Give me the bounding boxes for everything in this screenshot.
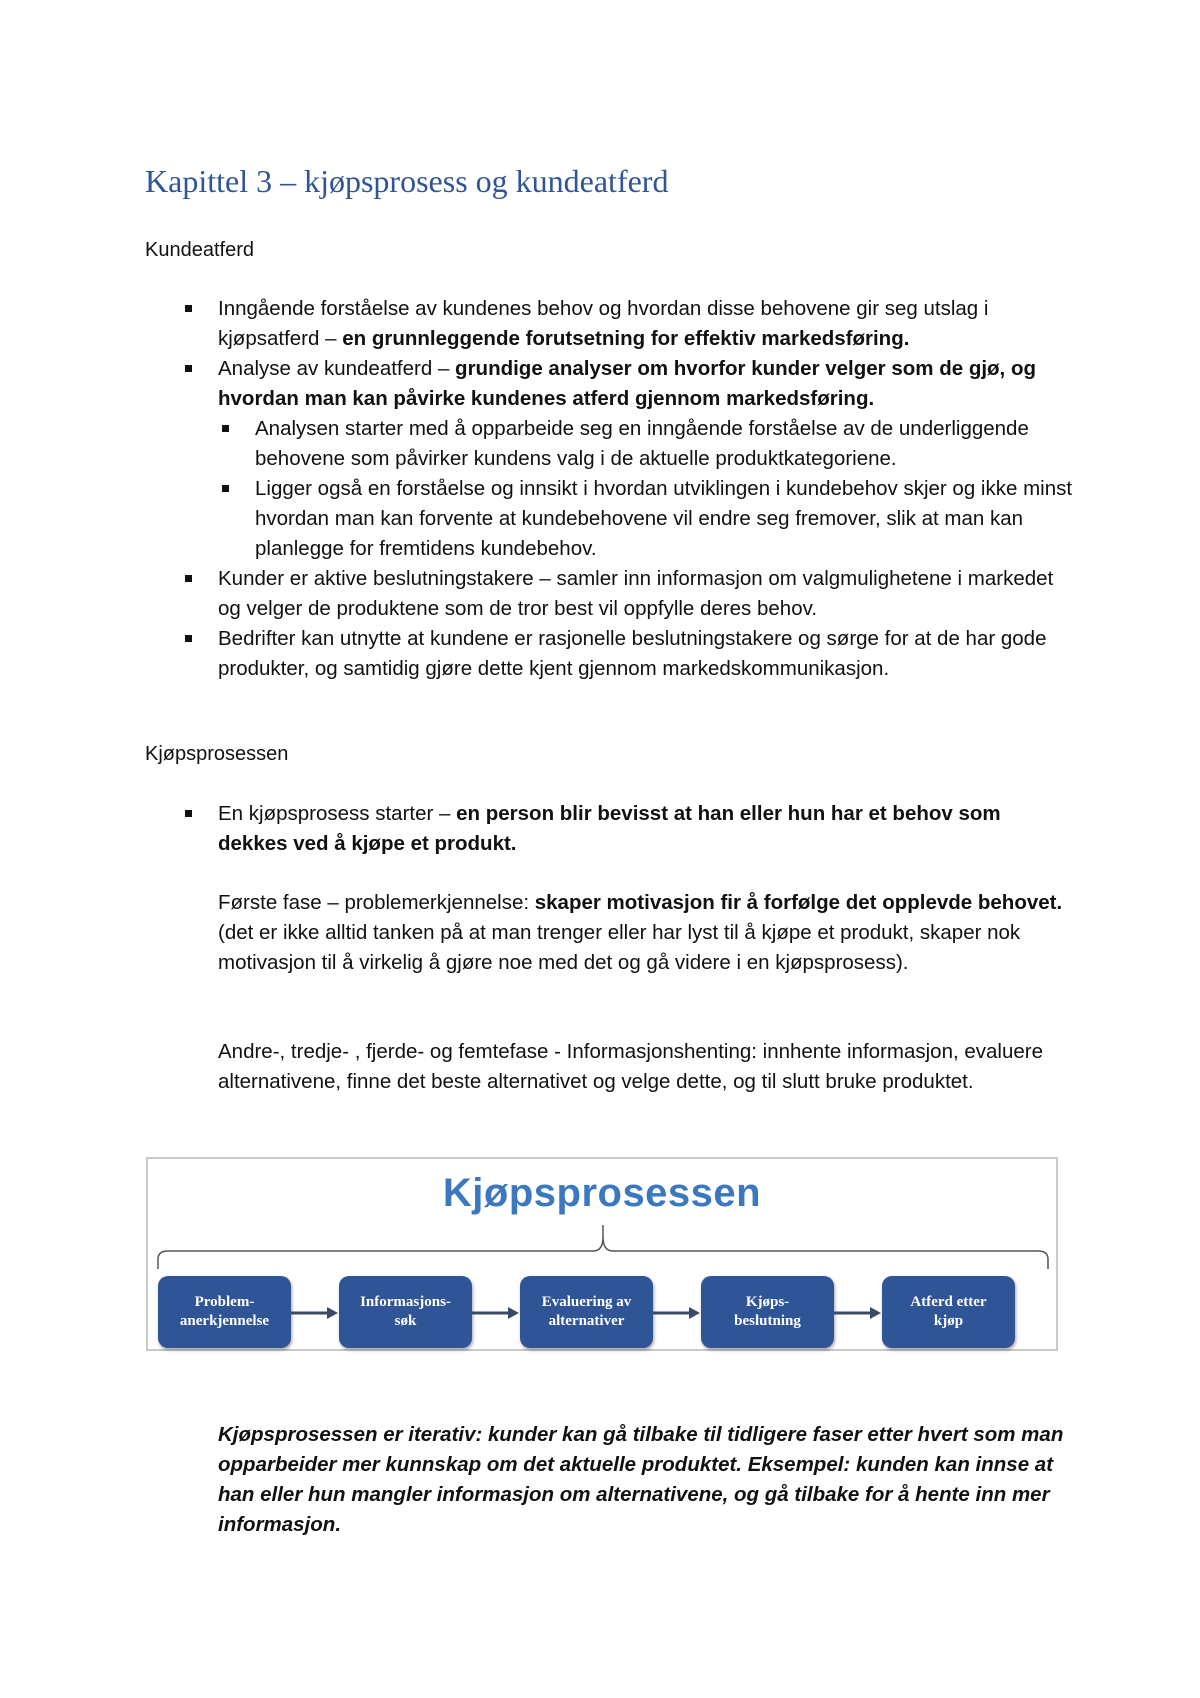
kjopsprosessen-list (145, 799, 1075, 859)
paragraph-text: (det er ikke alltid tanken på at man trenger eller har lyst til å kjøpe et produkt, skaper nok motivasjon til å virkelig å gjøre noe med det og gå videre i en kjøpsprosess). (218, 921, 1021, 974)
list-item-text: Kunder er aktive beslutningstakere – samler inn informasjon om valgmulighetene i markedet og velger de produktene som de tror best vil oppfylle deres behov. (218, 567, 1054, 620)
iterative-note: Kjøpsprosessen er iterativ: kunder kan gå tilbake til tidligere faser etter hvert som man opparbeider mer kunnskap om det aktuelle produktet. Eksempel: kunden kan innse at han eller hun mangler informasjon om alternativene, og gå tilbake for å hente inn mer informasjon. (218, 1423, 1064, 1536)
diagram-title: Kjøpsprosessen (442, 1171, 762, 1215)
list-item-text: Bedrifter kan utnytte at kundene er rasjonelle beslutningstakere og sørge for at de har gode produkter, og samtidig gjøre dette kjent gjennom markedskommunikasjon. (218, 627, 1047, 680)
kundeatferd-list (145, 294, 1075, 684)
arrow-right-icon (291, 1306, 339, 1320)
paragraph-forste-fase (218, 888, 1078, 978)
list-item (145, 624, 1075, 684)
list-item-bold-text: grundige analyser om hvorfor kunder velger som de gjø, og hvordan man kan påvirke kundenes atferd gjennom markedsføring. (218, 357, 1036, 410)
list-item-text: Ligger også en forståelse og innsikt i hvordan utviklingen i kundebehov skjer og ikke minst hvordan man kan forvente at kundebehovene vil endre seg fremover, slik at man kan planlegge for fremtidens kundebehov. (255, 477, 1073, 560)
paragraph-andre-fase: Andre-, tredje- , fjerde- og femtefase - Informasjonshenting: innhente informasjon, evaluere alternativene, finne det beste alternativet og velge dette, og til slutt bruke produktet. (218, 1040, 1043, 1093)
section-heading-kjopsprosessen: Kjøpsprosessen (145, 743, 289, 765)
list-item-text: Inngående forståelse av kundenes behov og hvordan disse behovene gir seg utslag i kjøpsatferd – (218, 297, 989, 350)
section-heading-kundeatferd: Kundeatferd (145, 239, 254, 261)
list-item-bold-text: en grunnleggende forutsetning for effektiv markedsføring. (342, 327, 910, 350)
paragraph-text: Første fase – problemerkjennelse: (218, 891, 535, 914)
bullet-icon (185, 305, 192, 312)
bullet-icon (185, 635, 192, 642)
step-informasjonssok: Informasjons- søk (339, 1276, 472, 1348)
bullet-icon (222, 485, 229, 492)
kjopsprosessen-diagram (146, 1157, 1058, 1351)
bullet-icon (185, 810, 192, 817)
list-item (145, 564, 1075, 624)
step-evaluering: Evaluering av alternativer (520, 1276, 653, 1348)
list-item-text: Analysen starter med å opparbeide seg en inngående forståelse av de underliggende behovene som påvirker kundens valg i de aktuelle produktkategoriene. (255, 417, 1029, 470)
brace-icon (156, 1221, 1050, 1271)
bullet-icon (222, 425, 229, 432)
list-item-text: En kjøpsprosess starter – (218, 802, 457, 825)
list-item-sub (145, 414, 1075, 474)
list-item-text: Analyse av kundeatferd – (218, 357, 456, 380)
bullet-icon (185, 365, 192, 372)
page-title: Kapittel 3 – kjøpsprosess og kundeatferd (145, 163, 669, 199)
bullet-icon (185, 575, 192, 582)
arrow-right-icon (834, 1306, 882, 1320)
list-item-bold-text: en person blir bevisst at han eller hun har et behov som dekkes ved å kjøpe et produkt. (218, 802, 1001, 855)
list-item (145, 294, 1075, 354)
paragraph-bold-text: skaper motivasjon fir å forfølge det opplevde behovet. (534, 891, 1063, 914)
step-problemerkjennelse: Problem- anerkjennelse (158, 1276, 291, 1348)
list-item (145, 799, 1075, 859)
step-atferd-etter-kjop: Atferd etter kjøp (882, 1276, 1015, 1348)
arrow-right-icon (472, 1306, 520, 1320)
step-kjopsbeslutning: Kjøps- beslutning (701, 1276, 834, 1348)
arrow-right-icon (653, 1306, 701, 1320)
list-item (145, 354, 1075, 414)
list-item-sub (145, 474, 1075, 564)
